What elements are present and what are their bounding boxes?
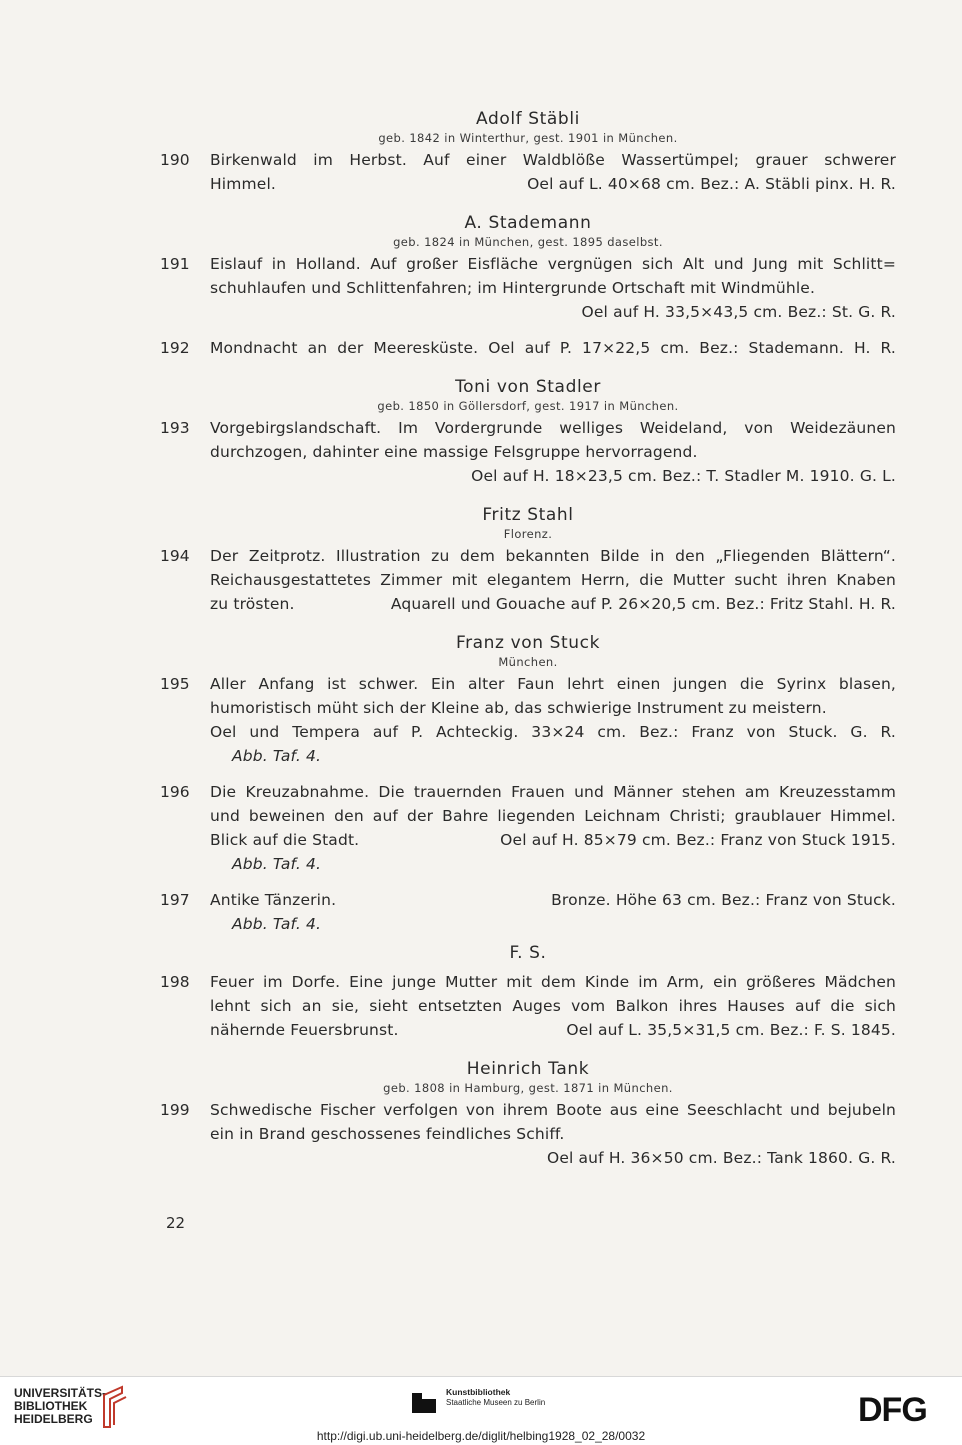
artist-heading: A. Stademann [464, 213, 592, 233]
entry-text: Aller Anfang ist schwer. Ein alter Faun lehrt einen jungen die Syrinx blasen, [210, 675, 896, 693]
entry-number: 198 [160, 973, 190, 991]
artist-bio: München. [498, 655, 558, 669]
entry-details: Oel auf H. 33,5×43,5 cm. Bez.: St. G. R. [581, 303, 896, 321]
entry-text: ein in Brand geschossenes feindliches Schiff. [210, 1125, 565, 1143]
entry-details: Aquarell und Gouache auf P. 26×20,5 cm. Bez.: Fritz Stahl. H. R. [390, 595, 896, 613]
artist-heading: Franz von Stuck [455, 633, 601, 653]
entry-text: Die Kreuzabnahme. Die trauernden Frauen und Männer stehen am Kreuzesstamm [210, 783, 896, 801]
entry-number: 192 [160, 339, 190, 357]
plate-reference: Abb. Taf. 4. [232, 747, 322, 765]
source-url-link[interactable]: http://digi.ub.uni-heidelberg.de/diglit/helbing1928_02_28/0032 [316, 1429, 646, 1443]
entry-text: Birkenwald im Herbst. Auf einer Waldblöße Wassertümpel; grauer schwerer [210, 151, 896, 169]
entry-details: Oel auf L. 40×68 cm. Bez.: A. Stäbli pinx. H. R. [527, 175, 896, 193]
catalog-entry [160, 148, 896, 196]
entry-number: 190 [160, 151, 190, 169]
catalog-content [160, 108, 896, 1170]
artist-heading: Heinrich Tank [466, 1059, 590, 1079]
entry-details: Oel auf L. 35,5×31,5 cm. Bez.: F. S. 1845. [566, 1021, 896, 1039]
kunstbibliothek-label: Kunstbibliothek Staatliche Museen zu Berlin [446, 1387, 546, 1407]
catalog-entry [160, 970, 896, 1042]
entry-number: 197 [160, 891, 190, 909]
entry-number: 193 [160, 419, 190, 437]
entry-text: Mondnacht an der Meeresküste. Oel auf P. 17×22,5 cm. Bez.: Stademann. H. R. [210, 339, 896, 357]
entry-details: Oel und Tempera auf P. Achteckig. 33×24 cm. Bez.: Franz von Stuck. G. R. [210, 723, 896, 741]
catalog-entry [160, 416, 896, 488]
entry-text: Antike Tänzerin. [210, 891, 337, 909]
entry-number: 191 [160, 255, 190, 273]
entry-number: 195 [160, 675, 190, 693]
artist-heading: F. S. [509, 943, 547, 963]
entry-text: Blick auf die Stadt. [210, 831, 360, 849]
footer-bar [0, 1376, 962, 1445]
entry-text: Eislauf in Holland. Auf großer Eisfläche vergnügen sich Alt und Jung mit Schlitt= [210, 255, 896, 273]
catalog-entry [160, 1098, 896, 1170]
entry-details: Oel auf H. 85×79 cm. Bez.: Franz von Stuck 1915. [500, 831, 896, 849]
artist-bio: geb. 1850 in Göllersdorf, gest. 1917 in München. [377, 399, 679, 413]
catalog-entry [160, 336, 896, 360]
entry-text: humoristisch müht sich der Kleine ab, das schwierige Instrument zu meistern. [210, 699, 827, 717]
entry-number: 196 [160, 783, 190, 801]
university-library-mark-icon [96, 1385, 130, 1429]
artist-bio: geb. 1808 in Hamburg, gest. 1871 in München. [383, 1081, 673, 1095]
dfg-logo: DFG [858, 1391, 927, 1429]
entry-text: Himmel. [210, 175, 276, 193]
catalog-entry [160, 544, 896, 616]
entry-text: schuhlaufen und Schlittenfahren; im Hintergrunde Ortschaft mit Windmühle. [210, 279, 816, 297]
plate-reference: Abb. Taf. 4. [232, 915, 322, 933]
entry-text: lehnt sich an sie, sieht entsetzten Auges vom Balkon ihres Hauses auf die sich [210, 997, 896, 1015]
entry-details: Oel auf H. 36×50 cm. Bez.: Tank 1860. G. R. [546, 1149, 896, 1167]
artist-heading: Fritz Stahl [482, 505, 574, 525]
artist-bio: geb. 1842 in Winterthur, gest. 1901 in München. [378, 131, 678, 145]
entry-text: Vorgebirgslandschaft. Im Vordergrunde welliges Weideland, von Weidezäunen [210, 419, 896, 437]
artist-heading: Adolf Stäbli [476, 109, 580, 129]
catalog-entry [160, 780, 896, 876]
artist-bio: Florenz. [503, 527, 553, 541]
entry-text: zu trösten. [210, 595, 295, 613]
entry-text: Schwedische Fischer verfolgen von ihrem Boote aus eine Seeschlacht und bejubeln [210, 1101, 896, 1119]
entry-text: durchzogen, dahinter eine massige Felsgruppe hervorragend. [210, 443, 698, 461]
artist-bio: geb. 1824 in München, gest. 1895 daselbst. [393, 235, 663, 249]
entry-text: nähernde Feuersbrunst. [210, 1021, 399, 1039]
catalog-entry [160, 888, 896, 936]
entry-details: Oel auf H. 18×23,5 cm. Bez.: T. Stadler M. 1910. G. L. [471, 467, 896, 485]
catalog-entry [160, 672, 896, 768]
entry-number: 194 [160, 547, 190, 565]
artist-heading: Toni von Stadler [455, 377, 601, 397]
entry-number: 199 [160, 1101, 190, 1119]
entry-text: Der Zeitprotz. Illustration zu dem bekannten Bilde in den „Fliegenden Blättern“. [210, 547, 896, 565]
entry-text: und beweinen den auf der Bahre liegenden Leichnam Christi; graublauer Himmel. [210, 807, 896, 825]
plate-reference: Abb. Taf. 4. [232, 855, 322, 873]
kunstbibliothek-logo-icon [410, 1391, 438, 1415]
page-number: 22 [166, 1214, 186, 1232]
entry-text: Feuer im Dorfe. Eine junge Mutter mit dem Kinde im Arm, ein größeres Mädchen [210, 973, 896, 991]
catalog-entry [160, 252, 896, 324]
university-library-logo: UNIVERSITÄTS- BIBLIOTHEK HEIDELBERG [14, 1386, 107, 1426]
entry-text: Reichausgestattetes Zimmer mit elegantem Herrn, die Mutter sucht ihren Knaben [210, 571, 896, 589]
entry-details: Bronze. Höhe 63 cm. Bez.: Franz von Stuck. [551, 891, 896, 909]
